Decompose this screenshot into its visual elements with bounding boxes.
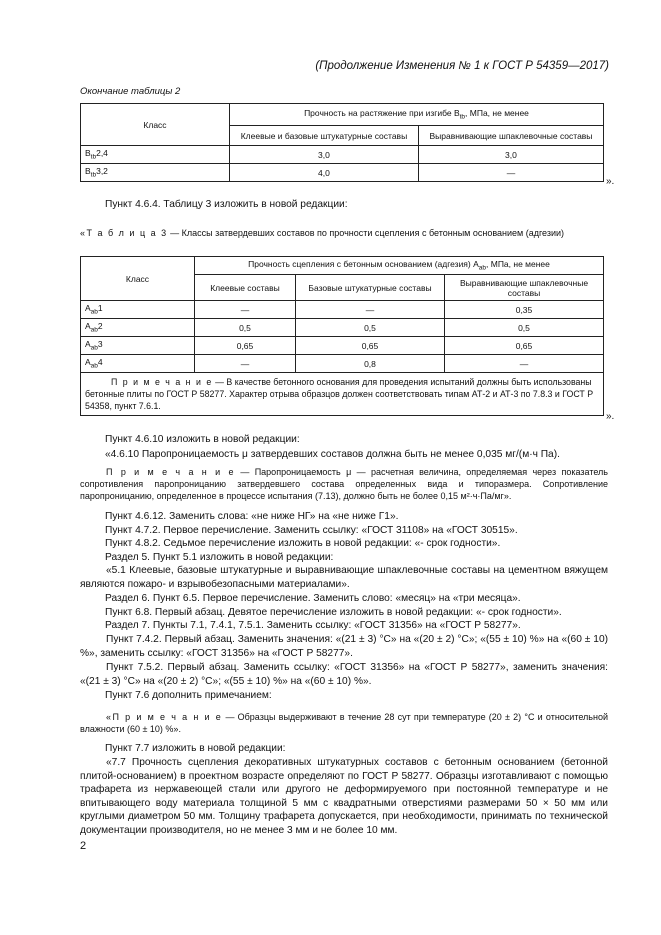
table-row [81,146,604,164]
table3-class-cell: $A_{ab}3$ [81,337,195,355]
table2-header-class: Класс [81,104,230,146]
table3-col-c: Выравнивающие шпаклевочные составы [445,275,604,301]
page-header: (Продолжение Изменения № 1 к ГОСТ Р 54359—2017) [315,60,609,72]
paragraph-76: Пункт 7.6 дополнить примечанием: [105,690,272,701]
table3-col-b: Базовые штукатурные составы [296,275,445,301]
table3 [80,256,604,416]
table3-value-c: 0,65 [445,337,604,355]
table2-value-b: — [418,164,603,182]
table-row [81,319,604,337]
table3-header-class: Класс [81,257,195,301]
note-4610: П р и м е ч а н и е — Паропроницаемость μ — расчетная величина, определяемая через показатель сопротивления паропроницанию затвердевшего состава определенных вида и типоразмера. Сопротивление паропроницанию, определенное в процессе испытания (7.13), должно быть не более 0,15 м²·ч·Па/мг». [80,467,608,501]
table3-close-quote: ». [606,411,615,422]
table3-value-a: — [195,301,296,319]
table3-value-a: 0,5 [195,319,296,337]
amendment-line: Пункт 4.7.2. Первое перечисление. Заменить ссылку: «ГОСТ 31108» на «ГОСТ 30515». [105,524,518,536]
table3-value-a: — [195,355,296,373]
table3-class-cell: $A_{ab}2$ [81,319,195,337]
amendment-line: Пункт 6.8. Первый абзац. Девятое перечисление изложить в новой редакции: «- срок годности». [105,606,562,618]
table2-value-a: 3,0 [230,146,419,164]
table3-value-b: 0,8 [296,355,445,373]
table3-value-c: — [445,355,604,373]
table3-note: П р и м е ч а н и е — В качестве бетонного основания для проведения испытаний должны быть использованы бетонные плиты по ГОСТ Р 58277. Характер отрыва образцов должен соответствовать типам АТ-2 и АТ-3 по 7.8.3 и ГОСТ Р 54358, пункт 7.6.1. [81,373,604,416]
paragraph-4610-title: Пункт 4.6.10 изложить в новой редакции: [105,434,300,445]
table2-col-a: Клеевые и базовые штукатурные составы [230,126,419,146]
table-row [81,164,604,182]
amendment-line: Пункт 4.8.2. Седьмое перечисление изложить в новой редакции: «- срок годности». [105,538,501,549]
table-row [81,337,604,355]
table3-group-header: Прочность сцепления с бетонным основанием (адгезия) $A_{ab}$, МПа, не менее [195,257,604,275]
table3-value-b: 0,5 [296,319,445,337]
table3-value-b: 0,65 [296,337,445,355]
table3-class-cell: $A_{ab}1$ [81,301,195,319]
table2-value-b: 3,0 [418,146,603,164]
table2-value-a: 4,0 [230,164,419,182]
table3-caption: «Т а б л и ц а 3 — Классы затвердевших составов по прочности сцепления с бетонным основанием (адгезии) [80,228,565,238]
table3-col-a: Клеевые составы [195,275,296,301]
paragraph-77-text: «7.7 Прочность сцепления декоративных штукатурных составов с бетонным основанием (бетонной плитой-основанием) в проектном возрасте определяют по ГОСТ Р 58277. Образцы изготавливают с помощью трафарета из нержавеющей стали или другого не деформируемого при постоянной температуре и не впитывающего воду материала толщиной 5 мм с квадратными отверстиями размерами 50 × 50 мм или круглыми диаметром 50 мм. Толщину трафарета допускается, при необходимости, принимать по технической документации производителя, но не менее 3 мм и не более 10 мм. [80,757,608,836]
paragraph-4610-text: «4.6.10 Паропроницаемость μ затвердевших составов должна быть не менее 0,035 мг/(м·ч Па). [105,449,560,460]
table2-class-cell: $B_{tb}2,4$ [81,146,230,164]
amendment-lines-2 [105,592,607,633]
amendment-line: Раздел 7. Пункты 7.1, 7.4.1, 7.5.1. Заменить ссылку: «ГОСТ 31356» на «ГОСТ Р 58277». [105,620,521,631]
table-row [81,301,604,319]
table3-value-a: 0,65 [195,337,296,355]
table2-close-quote: ». [606,176,615,187]
page-number: 2 [80,840,87,852]
table2-group-header: Прочность на растяжение при изгибе $B_{tb}$, МПа, не менее [230,104,604,126]
paragraph-77-title: Пункт 7.7 изложить в новой редакции: [105,743,286,754]
table3-value-c: 0,5 [445,319,604,337]
amendment-line: Пункт 4.6.12. Заменить слова: «не ниже НГ» на «не ниже Г1». [105,511,399,522]
table3-value-c: 0,35 [445,301,604,319]
amendment-line: Раздел 5. Пункт 5.1 изложить в новой редакции: [105,551,334,563]
table3-value-b: — [296,301,445,319]
paragraph-742: Пункт 7.4.2. Первый абзац. Заменить значения: «(21 ± 3) °С» на «(20 ± 2) °С»; «(55 ± 10) %» на «(60 ± 10) %», заменить ссылку: «ГОСТ 31356» на «ГОСТ Р 58277». [80,634,608,659]
table-row [81,355,604,373]
amendment-lines-1 [105,510,607,564]
amendment-line: Раздел 6. Пункт 6.5. Первое перечисление. Заменить слово: «месяц» на «три месяца». [105,593,521,604]
table2-caption: Окончание таблицы 2 [80,86,181,97]
table3-class-cell: $A_{ab}4$ [81,355,195,373]
table2-class-cell: $B_{tb}3,2$ [81,164,230,182]
paragraph-752: Пункт 7.5.2. Первый абзац. Заменить ссылку: «ГОСТ 31356» на «ГОСТ Р 58277», заменить значения: «(21 ± 3) °С» на «(20 ± 2) °С»; «(55 ± 10) %» на «(60 ± 10) %». [80,662,608,687]
paragraph-51: «5.1 Клеевые, базовые штукатурные и выравнивающие шпаклевочные составы на цементном вяжущем являются пожаро- и взрывобезопасными материалами». [80,565,608,590]
note-76: «П р и м е ч а н и е — Образцы выдерживают в течение 28 сут при температуре (20 ± 2) °С и относительной влажности (60 ± 10) %». [80,712,608,734]
paragraph-464: Пункт 4.6.4. Таблицу 3 изложить в новой редакции: [105,199,348,210]
table2-col-b: Выравнивающие шпаклевочные составы [418,126,603,146]
table2 [80,103,604,182]
